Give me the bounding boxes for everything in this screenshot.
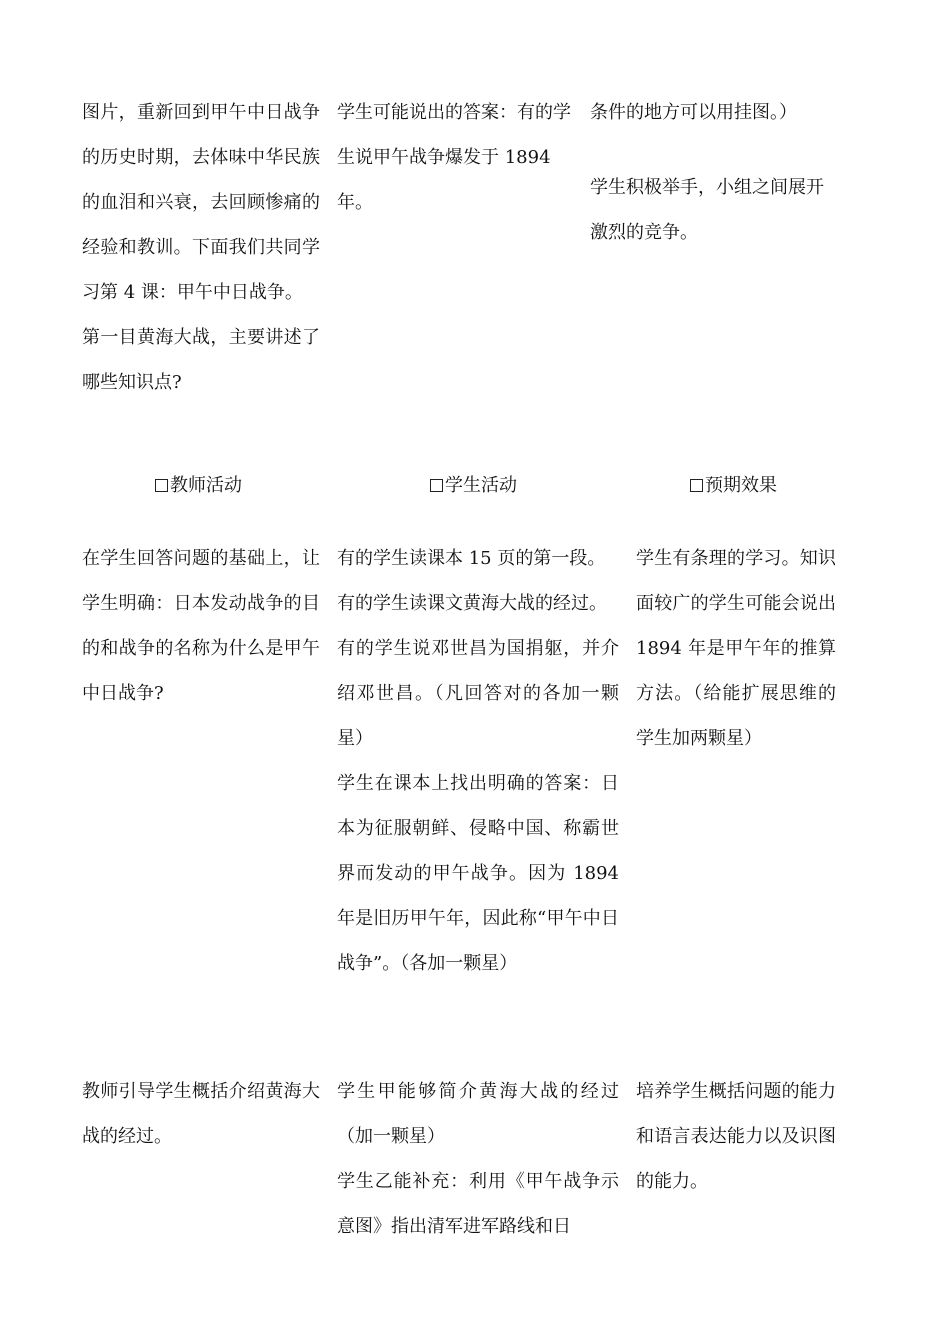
s1-teacher-cell — [82, 90, 320, 405]
s2-student-para-4: 学生在课本上找出明确的答案：日本为征服朝鲜、侵略中国、称霸世界而发动的甲午战争。因为 1894 年是旧历甲午年，因此称“甲午中日战争”。（各加一颗星） — [337, 773, 619, 974]
s3-teacher-para-1: 教师引导学生概括介绍黄海大战的经过。 — [82, 1081, 320, 1147]
s2-teacher-cell — [82, 536, 320, 716]
s2-teacher-para-1: 在学生回答问题的基础上，让学生明确：日本发动战争的目的和战争的名称为什么是甲午中日战争? — [82, 548, 320, 704]
checkbox-square-icon — [690, 479, 703, 492]
s3-teacher-cell — [82, 1069, 320, 1159]
s2-student-para-2: 有的学生读课文黄海大战的经过。 — [337, 593, 607, 614]
header-effect-label: 预期效果 — [705, 475, 777, 496]
header-expected-effect — [690, 466, 777, 506]
s1-effect-cell — [590, 90, 840, 255]
checkbox-square-icon — [155, 479, 168, 492]
s2-student-para-1: 有的学生读课本 15 页的第一段。 — [337, 548, 606, 569]
header-teacher-label: 教师活动 — [170, 475, 242, 496]
s2-effect-para-1: 学生有条理的学习。知识面较广的学生可能会说出 1894 年是甲午年的推算方法。（给能扩展思维的学生加两颗星） — [636, 548, 836, 749]
s3-student-para-1: 学生甲能够简介黄海大战的经过（加一颗星） — [337, 1081, 619, 1147]
s3-effect-cell — [636, 1069, 836, 1204]
s1-teacher-para-1: 图片，重新回到甲午中日战争的历史时期，去体味中华民族的血泪和兴衰，去回顾惨痛的经验和教训。下面我们共同学习第 4 课：甲午中日战争。 — [82, 102, 320, 303]
s2-effect-cell — [636, 536, 836, 761]
s1-student-para-1: 学生可能说出的答案：有的学生说甲午战争爆发于 1894 年。 — [337, 102, 571, 213]
header-teacher-activity — [155, 466, 242, 506]
s1-effect-para-1: 条件的地方可以用挂图。） — [590, 102, 797, 123]
checkbox-square-icon — [430, 479, 443, 492]
s2-student-cell — [337, 536, 619, 986]
s1-effect-para-2: 学生积极举手，小组之间展开激烈的竞争。 — [590, 177, 824, 243]
s3-effect-para-1: 培养学生概括问题的能力和语言表达能力以及识图的能力。 — [636, 1081, 836, 1192]
header-student-label: 学生活动 — [445, 475, 517, 496]
s3-student-para-2: 学生乙能补充：利用《甲午战争示意图》指出清军进军路线和日 — [337, 1171, 619, 1237]
s1-student-cell — [337, 90, 577, 225]
header-student-activity — [430, 466, 517, 506]
s2-student-para-3: 有的学生说邓世昌为国捐躯，并介绍邓世昌。（凡回答对的各加一颗星） — [337, 638, 619, 749]
s3-student-cell — [337, 1069, 619, 1249]
s1-teacher-para-2: 第一目黄海大战，主要讲述了哪些知识点? — [82, 327, 320, 393]
